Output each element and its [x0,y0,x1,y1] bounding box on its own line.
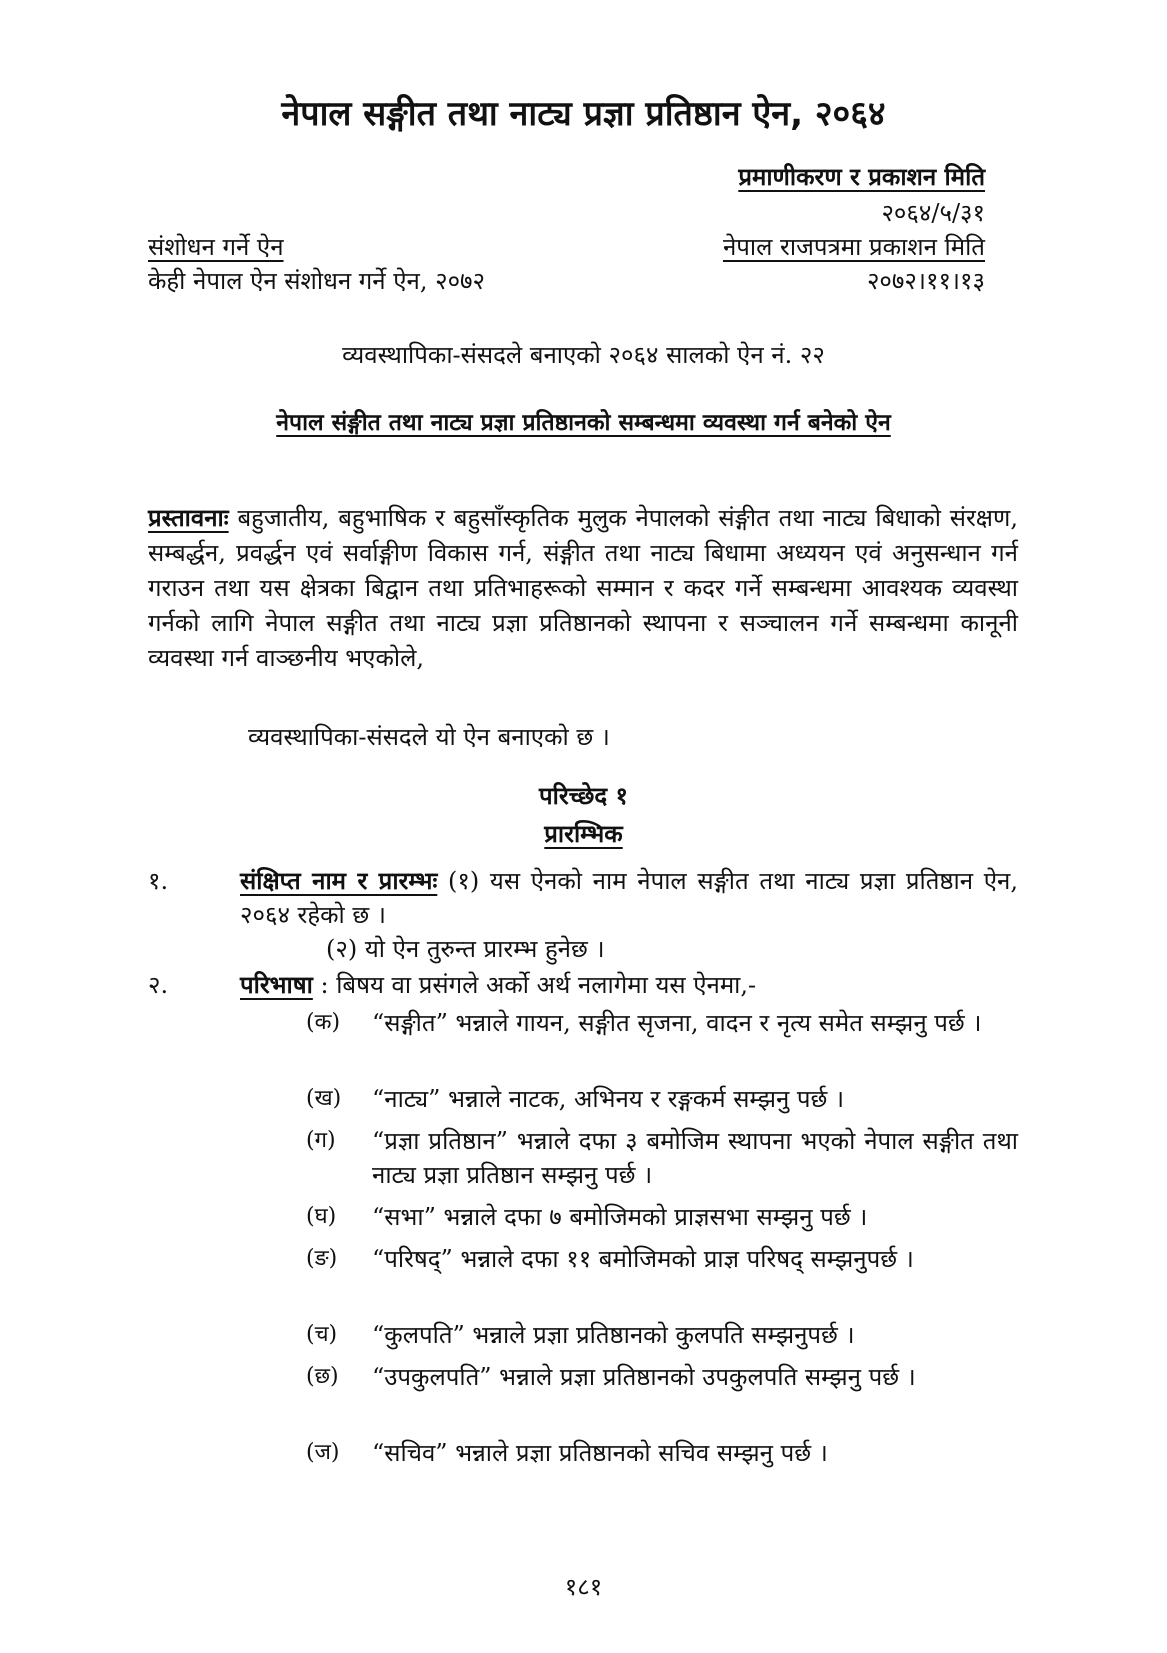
definition-label: (छ) [306,1364,339,1389]
chapter-name: प्रारम्भिक [544,820,623,848]
preamble-closing: व्यवस्थापिका-संसदले यो ऐन बनाएको छ । [248,723,610,751]
definition-text: “नाट्य” भन्नाले नाटक, अभिनय र रङ्गकर्म सम्झनु पर्छ । [372,1085,845,1113]
authentication-label: प्रमाणीकरण र प्रकाशन मिति [738,162,985,191]
amendment-label: संशोधन गर्ने ऐन [148,233,284,261]
act-subtitle: नेपाल संङ्गीत तथा नाट्य प्रज्ञा प्रतिष्ठानको सम्बन्धमा व्यवस्था गर्न बनेको ऐन [276,410,891,436]
definition-label: (ग) [306,1128,336,1153]
definition-item [306,1436,1018,1470]
page-title: नेपाल सङ्गीत तथा नाट्य प्रज्ञा प्रतिष्ठान ऐन, २०६४ [281,94,886,134]
section-number: २. [148,971,169,999]
preamble [148,500,1018,676]
definition-item [306,1242,1018,1276]
definition-text: “सचिव” भन्नाले प्रज्ञा प्रतिष्ठानको सचिव सम्झनु पर्छ । [372,1439,828,1467]
definition-label: (च) [306,1322,338,1347]
definition-text: “सङ्गीत” भन्नाले गायन, सङ्गीत सृजना, वादन र नृत्य समेत सम्झनु पर्छ । [372,1009,982,1037]
definition-text: “कुलपति” भन्नाले प्रज्ञा प्रतिष्ठानको कुलपति सम्झनुपर्छ । [372,1321,855,1349]
definition-item [306,1200,1018,1234]
section-text: (१) यस ऐनको नाम नेपाल सङ्गीत तथा नाट्य प्रज्ञा प्रतिष्ठान ऐन, २०६४ रहेको छ । [240,867,1018,929]
section-body [240,864,1018,932]
amending-act: केही नेपाल ऐन संशोधन गर्ने ऐन, २०७२ [148,267,486,295]
chapter-number: परिच्छेद १ [539,782,628,810]
definition-item [306,1082,1018,1116]
definition-label: (ख) [306,1086,342,1111]
preamble-text: बहुजातीय, बहुभाषिक र बहुसाँस्कृतिक मुलुक नेपालको संङ्गीत तथा नाट्य बिधाको संरक्षण, सम्बर्द्धन, प्रवर्द्धन एवं सर्वाङ्गीण विकास गर्न, संङ्गीत तथा नाट्य बिधामा अध्ययन एवं अनुसन्धान गर्न गराउन तथा यस क्षेत्रका बिद्वान तथा प्रतिभाहरूको सम्मान र कदर गर्ने सम्बन्धमा आवश्यक व्यवस्था गर्नको लागि नेपाल सङ्गीत तथा नाट्य प्रज्ञा प्रतिष्ठानको स्थापना र सञ्चालन गर्ने सम्बन्धमा कानूनी व्यवस्था गर्न वाञ्छनीय भएकोले, [148,504,1018,672]
gazette-label: नेपाल राजपत्रमा प्रकाशन मिति [722,233,985,261]
section-heading: परिभाषा [240,970,313,999]
definition-item [306,1124,1018,1192]
definition-item [306,1360,1018,1394]
preamble-label: प्रस्तावनाः [148,503,229,532]
definition-label: (ज) [306,1440,340,1465]
gazette-date: २०७२।११।१३ [866,267,985,295]
definition-label: (ङ) [306,1246,338,1271]
definition-label: (क) [306,1010,341,1035]
section-text: : बिषय वा प्रसंगले अर्को अर्थ नलागेमा यस ऐनमा,- [320,971,757,999]
definition-text: “उपकुलपति” भन्नाले प्रज्ञा प्रतिष्ठानको उपकुलपति सम्झनु पर्छ । [372,1363,916,1391]
definition-text: “परिषद्” भन्नाले दफा ११ बमोजिमको प्राज्ञ परिषद् सम्झनुपर्छ । [372,1245,914,1273]
section-body [240,968,1018,1002]
definition-label: (घ) [306,1204,337,1229]
act-number: व्यवस्थापिका-संसदले बनाएको २०६४ सालको ऐन नं. २२ [342,341,825,369]
definition-text: “सभा” भन्नाले दफा ७ बमोजिमको प्राज्ञसभा सम्झनु पर्छ । [372,1203,868,1231]
page-number: १८१ [564,1573,603,1601]
subsection: (२) यो ऐन तुरुन्त प्रारम्भ हुनेछ । [326,935,605,963]
section-heading: संक्षिप्त नाम र प्रारम्भः [240,866,438,895]
authentication-date: २०६४/५/३१ [881,199,985,227]
definition-item [306,1318,1018,1352]
definition-item [306,1006,1018,1040]
definition-text: “प्रज्ञा प्रतिष्ठान” भन्नाले दफा ३ बमोजिम स्थापना भएको नेपाल सङ्गीत तथा नाट्य प्रज्ञा प्रतिष्ठान सम्झनु पर्छ । [372,1127,1018,1189]
section-number: १. [148,867,169,895]
